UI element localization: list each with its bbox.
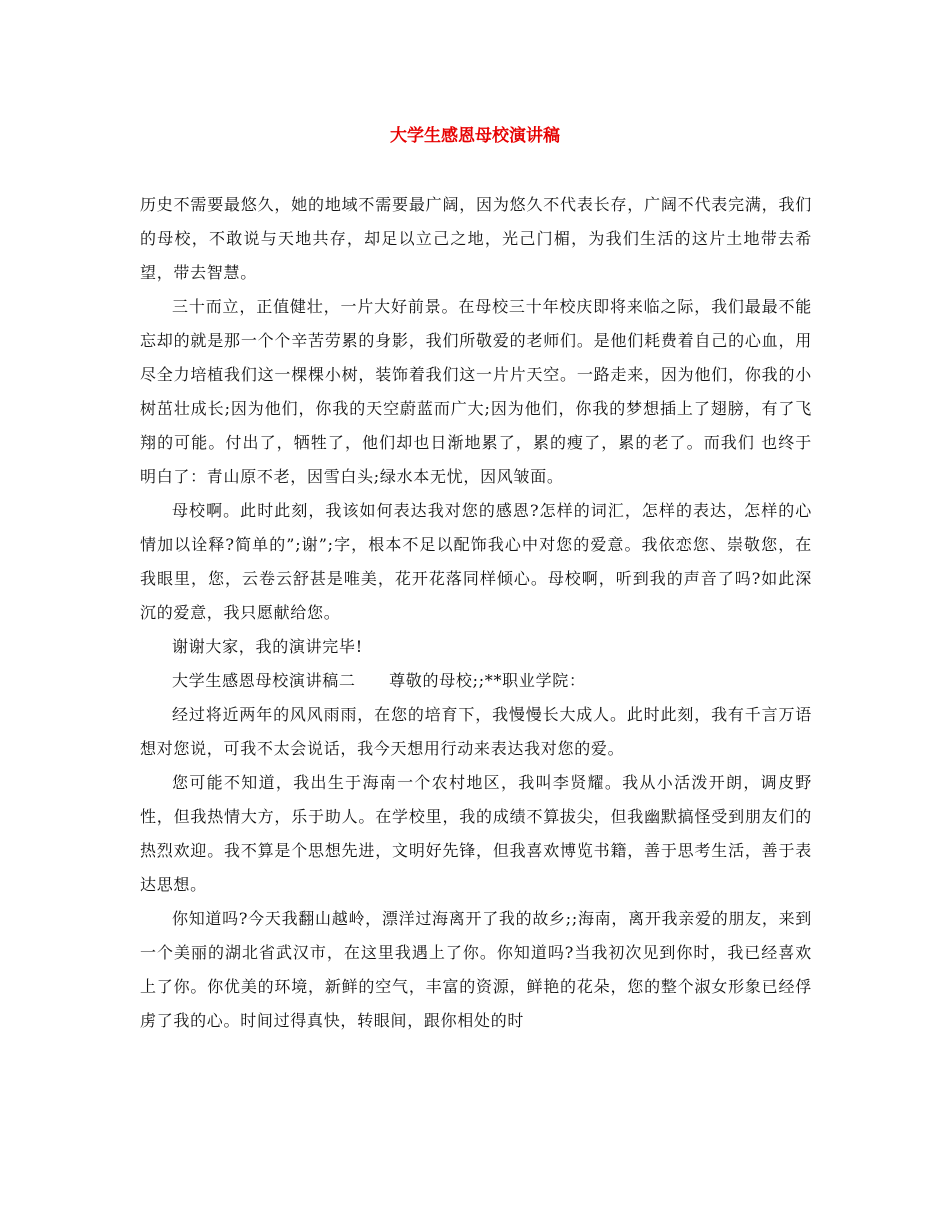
paragraph-2: 三十而立，正值健壮，一片大好前景。在母校三十年校庆即将来临之际，我们最最不能忘却的就是那一个个辛苦劳累的身影，我们所敬爱的老师们。是他们耗费着自己的心血，用尽全力培植我们这一棵棵小树，装饰着我们这一片片天空。一路走来，因为他们，你我的小树茁壮成长;因为他们，你我的天空蔚蓝而广大;因为他们，你我的梦想插上了翅膀，有了飞翔的可能。付出了，牺牲了，他们却也日渐地累了，累的瘦了，累的老了。而我们 也终于明白了：青山原不老，因雪白头;绿水本无忧，因风皱面。 xyxy=(140,297,812,486)
paragraph-7: 您可能不知道，我出生于海南一个农村地区，我叫李贤耀。我从小活泼开朗，调皮野性，但我热情大方，乐于助人。在学校里，我的成绩不算拔尖，但我幽默搞怪受到朋友们的热烈欢迎。我不算是个思想先进，文明好先锋，但我喜欢博览书籍，善于思考生活，善于表达思想。 xyxy=(140,773,812,894)
paragraph-6: 经过将近两年的风风雨雨，在您的培育下，我慢慢长大成人。此时此刻，我有千言万语想对您说，可我不太会说话，我今天想用行动来表达我对您的爱。 xyxy=(140,705,812,758)
paragraph-1: 历史不需要最悠久，她的地域不需要最广阔，因为悠久不代表长存，广阔不代表完满，我们的母校，不敢说与天地共存，却足以立己之地，光己门楣，为我们生活的这片土地带去希望，带去智慧。 xyxy=(140,195,812,282)
paragraph-4: 谢谢大家，我的演讲完毕! xyxy=(172,637,363,656)
paragraph-8: 你知道吗?今天我翻山越岭，漂洋过海离开了我的故乡;;海南，离开我亲爱的朋友，来到一个美丽的湖北省武汉市，在这里我遇上了你。你知道吗?当我初次见到你时，我已经喜欢上了你。你优美的环境，新鲜的空气，丰富的资源，鲜艳的花朵，您的整个淑女形象已经俘虏了我的心。时间过得真快，转眼间，跟你相处的时 xyxy=(140,909,812,1030)
paragraph-5: 大学生感恩母校演讲稿二 尊敬的母校;;**职业学院： xyxy=(172,671,586,690)
document-title: 大学生感恩母校演讲稿 xyxy=(390,126,560,146)
paragraph-3: 母校啊。此时此刻，我该如何表达我对您的感恩?怎样的词汇，怎样的表达，怎样的心情加以诠释?简单的”;谢”;字，根本不足以配饰我心中对您的爱意。我依恋您、崇敬您，在我眼里，您，云卷云舒甚是唯美，花开花落同样倾心。母校啊，听到我的声音了吗?如此深沉的爱意，我只愿献给您。 xyxy=(140,501,812,622)
document-body xyxy=(140,188,812,1038)
